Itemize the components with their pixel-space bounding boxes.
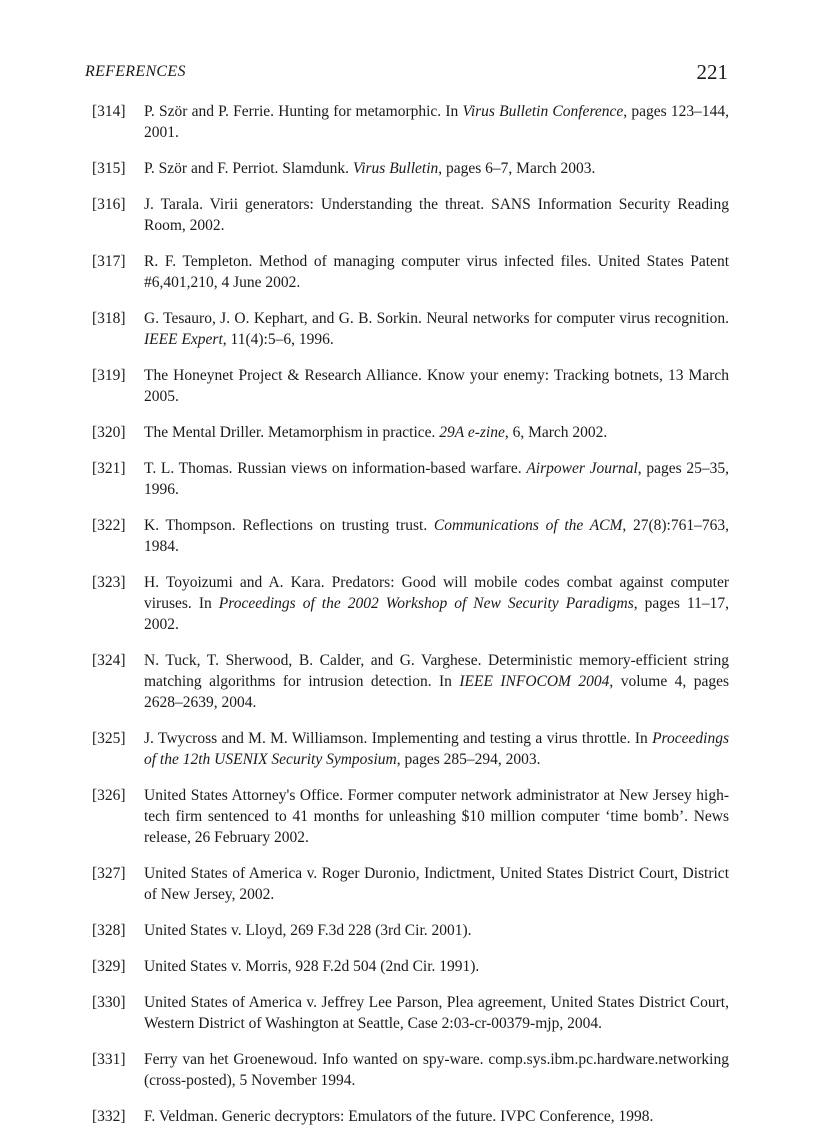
reference-entry	[92, 1106, 729, 1127]
reference-text-segment: R. F. Templeton. Method of managing computer virus infected files. United States Patent #6,401,210, 4 June 2002.	[144, 253, 729, 291]
reference-text-segment: , 11(4):5–6, 1996.	[222, 331, 334, 348]
reference-text	[144, 787, 729, 846]
reference-label: [325]	[92, 730, 126, 747]
reference-entry	[92, 572, 729, 635]
reference-label: [326]	[92, 787, 126, 804]
reference-label: [330]	[92, 994, 126, 1011]
reference-venue-title: 29A e-zine	[439, 424, 505, 441]
reference-text	[144, 517, 729, 555]
reference-text	[144, 730, 729, 768]
reference-label: [322]	[92, 517, 126, 534]
reference-entry	[92, 158, 729, 179]
reference-text	[144, 1051, 729, 1089]
reference-label: [323]	[92, 574, 126, 591]
reference-text	[144, 196, 729, 234]
reference-venue-title: Proceedings of the 2002 Workshop of New Security Paradigms	[218, 595, 634, 612]
reference-text-segment: , pages 6–7, March 2003.	[438, 160, 596, 177]
reference-text	[144, 103, 729, 141]
reference-entry	[92, 728, 729, 770]
reference-text-segment: , 6, March 2002.	[504, 424, 608, 441]
reference-entry	[92, 194, 729, 236]
reference-venue-title: Communications of the ACM	[433, 517, 623, 534]
reference-venue-title: IEEE Expert	[144, 331, 223, 348]
page-number: 221	[696, 60, 728, 84]
reference-text	[144, 460, 729, 498]
reference-venue-title: Virus Bulletin	[352, 160, 439, 177]
reference-text	[144, 310, 729, 348]
reference-text	[144, 652, 729, 711]
reference-text	[144, 865, 729, 903]
reference-text-segment: The Honeynet Project & Research Alliance. Know your enemy: Tracking botnets, 13 March 2005.	[144, 367, 729, 405]
reference-entry	[92, 785, 729, 848]
reference-text	[144, 994, 729, 1032]
running-head: REFERENCES	[85, 63, 186, 80]
reference-text-segment: , pages 285–294, 2003.	[396, 751, 541, 768]
reference-text-segment: Ferry van het Groenewoud. Info wanted on spy-ware. comp.sys.ibm.pc.hardware.networking (cross-posted), 5 November 1994.	[144, 1051, 729, 1089]
reference-label: [331]	[92, 1051, 126, 1068]
reference-text-segment: , pages 123–144, 2001.	[144, 103, 729, 141]
reference-text-segment: United States of America v. Roger Duronio, Indictment, United States District Court, District of New Jersey, 2002.	[144, 865, 729, 903]
reference-label: [321]	[92, 460, 126, 477]
reference-text-segment: G. Tesauro, J. O. Kephart, and G. B. Sorkin. Neural networks for computer virus recognition.	[144, 310, 729, 327]
reference-text-segment: J. Tarala. Virii generators: Understanding the threat. SANS Information Security Reading Room, 2002.	[144, 196, 729, 234]
reference-label: [327]	[92, 865, 126, 882]
reference-text-segment: N. Tuck, T. Sherwood, B. Calder, and G. Varghese. Deterministic memory-efficient string matching algorithms for intrusion detection. In	[144, 652, 729, 690]
reference-text	[144, 160, 595, 177]
reference-entry	[92, 458, 729, 500]
reference-venue-title: Airpower Journal	[526, 460, 638, 477]
reference-label: [314]	[92, 103, 126, 120]
reference-text	[144, 958, 479, 975]
reference-text-segment: P. Ször and P. Ferrie. Hunting for metamorphic. In	[144, 103, 463, 120]
reference-text-segment: United States v. Lloyd, 269 F.3d 228 (3rd Cir. 2001).	[144, 922, 472, 939]
reference-entry	[92, 956, 729, 977]
reference-text-segment: United States of America v. Jeffrey Lee Parson, Plea agreement, United States District Court, Western District of Washington at Seattle, Case 2:03-cr-00379-mjp, 2004.	[144, 994, 729, 1032]
reference-entry	[92, 650, 729, 713]
reference-venue-title: Virus Bulletin Conference	[462, 103, 624, 120]
reference-venue-title: Proceedings of the 12th USENIX Security Symposium	[144, 730, 729, 768]
reference-entry	[92, 101, 729, 143]
reference-entry	[92, 308, 729, 350]
reference-entry	[92, 422, 729, 443]
reference-label: [328]	[92, 922, 126, 939]
reference-text	[144, 367, 729, 405]
reference-text	[144, 574, 729, 633]
reference-list	[92, 101, 729, 1142]
reference-entry	[92, 920, 729, 941]
reference-text-segment: F. Veldman. Generic decryptors: Emulators of the future. IVPC Conference, 1998.	[144, 1108, 654, 1125]
reference-label: [332]	[92, 1108, 126, 1125]
reference-label: [320]	[92, 424, 126, 441]
reference-text	[144, 424, 607, 441]
reference-text	[144, 253, 729, 291]
reference-text-segment: United States v. Morris, 928 F.2d 504 (2nd Cir. 1991).	[144, 958, 480, 975]
reference-text	[144, 1108, 653, 1125]
reference-venue-title: IEEE INFOCOM 2004	[459, 673, 610, 690]
reference-entry	[92, 251, 729, 293]
reference-label: [317]	[92, 253, 126, 270]
reference-text-segment: , pages 25–35, 1996.	[144, 460, 730, 498]
reference-text-segment: J. Twycross and M. M. Williamson. Implementing and testing a virus throttle. In	[144, 730, 653, 747]
reference-label: [318]	[92, 310, 126, 327]
reference-label: [319]	[92, 367, 126, 384]
reference-label: [324]	[92, 652, 126, 669]
reference-entry	[92, 365, 729, 407]
reference-entry	[92, 515, 729, 557]
reference-text	[144, 922, 472, 939]
reference-label: [329]	[92, 958, 126, 975]
reference-entry	[92, 1049, 729, 1091]
reference-entry	[92, 863, 729, 905]
reference-text-segment: H. Toyoizumi and A. Kara. Predators: Good will mobile codes combat against computer viruses. In	[144, 574, 729, 612]
reference-text-segment: P. Ször and F. Perriot. Slamdunk.	[144, 160, 353, 177]
reference-label: [316]	[92, 196, 126, 213]
reference-text-segment: The Mental Driller. Metamorphism in practice.	[144, 424, 440, 441]
reference-text-segment: , pages 11–17, 2002.	[144, 595, 730, 633]
reference-text-segment: , volume 4, pages 2628–2639, 2004.	[144, 673, 729, 711]
reference-text-segment: , 27(8):761–763, 1984.	[144, 517, 729, 555]
reference-text-segment: United States Attorney's Office. Former computer network administrator at New Jersey high-tech firm sentenced to 41 months for unleashing $10 million computer ‘time bomb’. News release, 26 February 2002.	[144, 787, 729, 846]
reference-entry	[92, 992, 729, 1034]
page-header	[85, 60, 728, 90]
reference-text-segment: T. L. Thomas. Russian views on information-based warfare.	[144, 460, 527, 477]
reference-text-segment: K. Thompson. Reflections on trusting trust.	[144, 517, 434, 534]
reference-label: [315]	[92, 160, 126, 177]
